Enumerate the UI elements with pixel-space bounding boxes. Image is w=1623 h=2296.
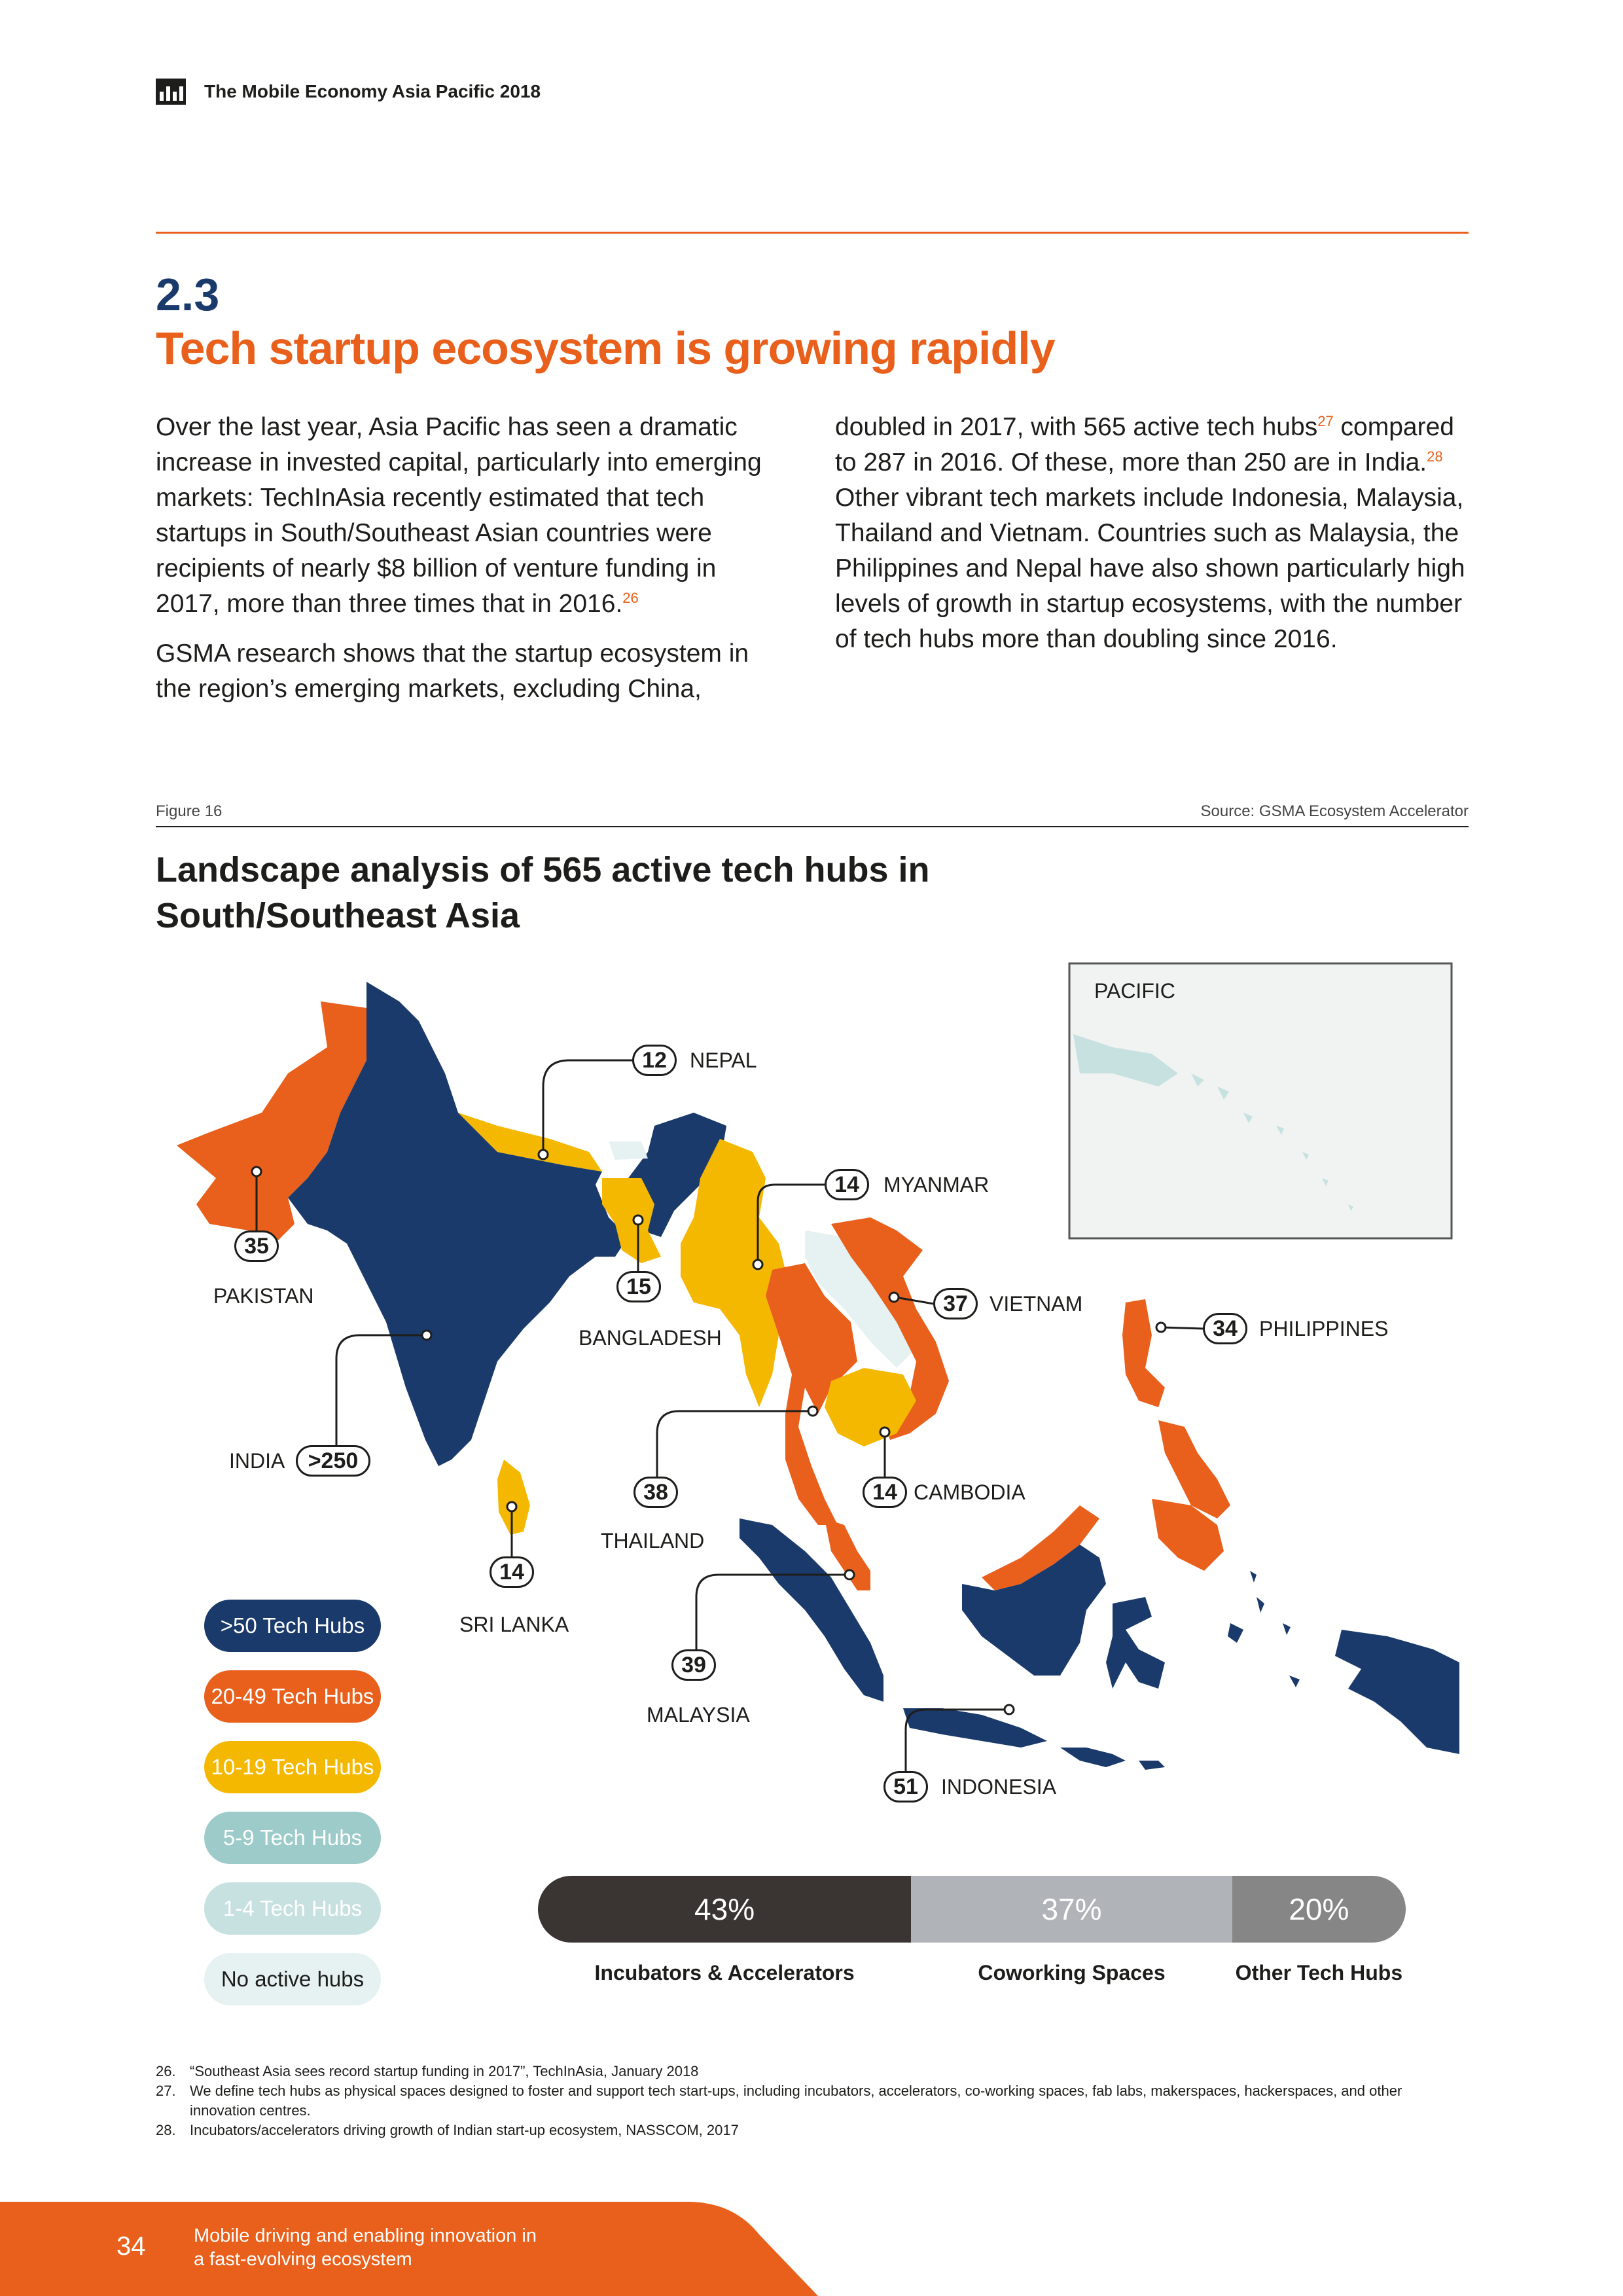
malaysia-value: 39 xyxy=(671,1649,716,1681)
stack-segment-1: 43% xyxy=(538,1876,911,1943)
footnote: 28. Incubators/accelerators driving growth of Indian start-up ecosystem, NASSCOM, 2017 xyxy=(156,2122,739,2138)
body-paragraph: Over the last year, Asia Pacific has seen a dramatic increase in invested capital, particularly into emerging markets: TechInAsia recently estimated that tech startups in South/Southeast Asian countries were recipients of nearly $8 billion of venture funding in 2017, more than three times that in 2016.26 xyxy=(156,413,762,618)
sri-lanka-value: 14 xyxy=(490,1556,534,1588)
body-paragraph: GSMA research shows that the startup ecosystem in the region’s emerging markets, excluding China, xyxy=(156,639,749,703)
indonesia-label: INDONESIA xyxy=(941,1775,1057,1799)
stack-segment-2: 37% xyxy=(911,1876,1232,1943)
cambodia-value: 14 xyxy=(863,1477,907,1508)
body-column-2 xyxy=(835,410,1470,672)
sulawesi-shape xyxy=(1106,1597,1165,1689)
nepal-value: 12 xyxy=(632,1045,677,1076)
java-shape xyxy=(903,1708,1047,1748)
document-title: The Mobile Economy Asia Pacific 2018 xyxy=(204,81,541,101)
thailand-label: THAILAND xyxy=(601,1529,705,1552)
footnote: 27. We define tech hubs as physical spaces designed to foster and support tech start-ups, including incubators, accelerators, co-working spaces, fab labs, makerspaces, hackerspaces, and other innovation centres. xyxy=(156,2083,1402,2119)
header-divider xyxy=(156,232,1469,234)
sumatra-shape xyxy=(740,1518,883,1702)
section-title: Tech startup ecosystem is growing rapidly xyxy=(156,323,1055,374)
bangladesh-label: BANGLADESH xyxy=(579,1326,722,1350)
figure-title: Landscape analysis of 565 active tech hubs in South/Southeast Asia xyxy=(156,850,930,935)
section-number: 2.3 xyxy=(156,269,220,320)
maluku-islands-shape xyxy=(1228,1571,1300,1687)
nepal-label: NEPAL xyxy=(690,1049,757,1072)
papua-shape xyxy=(1335,1630,1459,1754)
bangladesh-value: 15 xyxy=(616,1271,661,1302)
body-column-1 xyxy=(156,410,784,721)
malaysia-label: MALAYSIA xyxy=(647,1703,750,1727)
figure-label: Figure 16 xyxy=(156,802,223,820)
india-value: >250 xyxy=(296,1445,370,1477)
stack-category-label-2: Coworking Spaces xyxy=(978,1961,1166,1984)
sri-lanka-shape xyxy=(497,1460,530,1535)
stack-category-label-3: Other Tech Hubs xyxy=(1235,1961,1403,1984)
inset-label: PACIFIC xyxy=(1094,979,1175,1003)
body-paragraph: doubled in 2017, with 565 active tech hubs$^{27}$ compared to 287 in 2016. Of these, more than 250 are in India.$^{28}$ Other vibrant tech markets include Indonesia, Malaysia, Thailand and Vietnam. Countries such as Malaysia, the Philippines and Nepal have also shown particularly high levels of growth in startup ecosystems, with the number of tech hubs more than doubling since 2016. xyxy=(835,413,1465,653)
philippines-value: 34 xyxy=(1203,1313,1247,1344)
pakistan-value: 35 xyxy=(234,1230,279,1262)
india-label: INDIA xyxy=(229,1449,285,1473)
gsma-logo xyxy=(156,79,186,105)
philippines-luzon-shape xyxy=(1122,1299,1165,1407)
footnotes xyxy=(156,2062,1471,2140)
bhutan-shape xyxy=(609,1141,648,1160)
hub-type-stacked-bar xyxy=(538,1876,1406,1943)
pakistan-label: PAKISTAN xyxy=(213,1284,314,1308)
vietnam-value: 37 xyxy=(933,1288,978,1319)
figure-source: Source: GSMA Ecosystem Accelerator xyxy=(1200,802,1469,820)
thailand-value: 38 xyxy=(633,1477,678,1508)
legend-item-10-19: 10-19 Tech Hubs xyxy=(204,1741,381,1793)
myanmar-label: MYANMAR xyxy=(883,1173,990,1196)
figure-divider xyxy=(156,826,1469,827)
philippines-label: PHILIPPINES xyxy=(1259,1317,1389,1340)
footer-text: Mobile driving and enabling innovation in a fast-evolving ecosystem xyxy=(194,2225,537,2270)
stack-category-label-1: Incubators & Accelerators xyxy=(594,1961,855,1984)
page-number: 34 xyxy=(116,2232,146,2261)
vietnam-label: VIETNAM xyxy=(990,1292,1083,1316)
cambodia-label: CAMBODIA xyxy=(914,1480,1026,1504)
legend-item-1-4: 1-4 Tech Hubs xyxy=(204,1882,381,1935)
legend-item-20-49: 20-49 Tech Hubs xyxy=(204,1670,381,1723)
pacific-inset xyxy=(1069,963,1452,1238)
lesser-sunda-shape xyxy=(1060,1748,1165,1770)
legend-item-no-hubs: No active hubs xyxy=(204,1953,381,2005)
stack-segment-3: 20% xyxy=(1232,1876,1406,1943)
legend-item-5-9: 5-9 Tech Hubs xyxy=(204,1812,381,1864)
footnote: 26. “Southeast Asia sees record startup funding in 2017”, TechInAsia, January 2018 xyxy=(156,2063,699,2079)
legend-item-50-plus: >50 Tech Hubs xyxy=(204,1600,381,1652)
myanmar-value: 14 xyxy=(825,1169,869,1200)
sri-lanka-label: SRI LANKA xyxy=(459,1613,569,1636)
indonesia-value: 51 xyxy=(883,1771,928,1803)
